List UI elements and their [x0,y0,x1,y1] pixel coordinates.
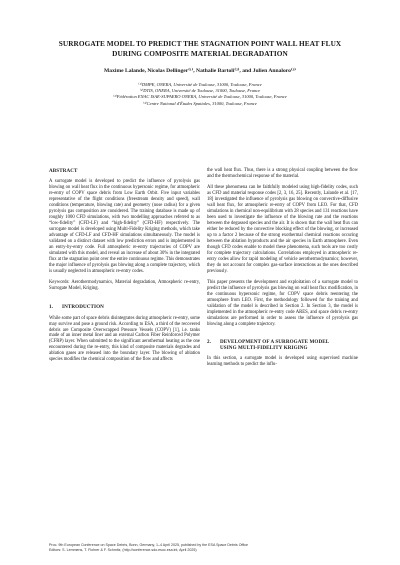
intro-text: While some part of space debris disintegrates during atmospheric re-entry, some may survive and pose a ground risk. According to ESA, a third of the recovered debris are Composite Overwrapped Pressure Vessels (COPV) [1], i.e. tanks made of an inner metal liner and an external Carbon Fiber Reinforced Polymer (CFRP) layer. When submitted to the significant aerothermal heating as the one encountered during the re-entry, this kind of composite materials degrades and ablation gases are released into the boundary layer. The blowing of ablation species modifies the chemical composition of the flow and affects [49,315,200,363]
left-column [49,168,200,363]
section-title-continued: USING MULTI-FIDELITY KRIGING [220,345,308,352]
section-2-heading [207,339,358,352]
section-title: INTRODUCTION [62,304,104,311]
abstract-text: A surrogate model is developed to predict the influence of pyrolysis gas blowing on wall heat flux in the continuous hypersonic regime, for atmospheric re-entry of COPV space debris from Low Earth Orbit. Five input variables representative of the flight conditions (freestream density and speed), wall conditions (temperature, blowing rate) and geometry (nose radius) for a given pyrolysis gas composition are considered. The training database is made up of roughly 1000 CFD simulations, with two modelling approaches referred to as “low-fidelity” (CFD-LF) and “high-fidelity” (CFD-HF) respectively. The surrogate model is developed using Multi-Fidelity Kriging methods, which take advantage of CFD-LF and CFD-HF simulations simultaneously. The model is validated on a distinct dataset with low prediction errors and is implemented in an entry-by-entry code. Full atmospheric re-entry trajectories of COPV are simulated with this model, and reveal an increase of about 30% in the integrated flux at the stagnation point over the entire continuous regime. This demonstrates the major influence of pyrolysis gas blowing along a complete trajectory, which is usually neglected in atmospheric re-entry codes. [49,179,200,275]
right-column [207,168,358,368]
body-paragraph: This paper presents the development and exploitation of a surrogate model to predict the influence of pyrolysis gas blowing on wall heat flux modification, in the continuous hypersonic regime, for COPV space debris reentering the atmosphere from LEO. First, the methodology followed for the training and validation of the model is described in Section 2. In Section 3, the model is implemented in the atmospheric re-entry code ARES, and space debris re-entry simulations are performed in order to assess the influence of pyrolysis gas blowing along a complete trajectory. [207,279,358,327]
title-line-1: SURROGATE MODEL TO PREDICT THE STAGNATION POINT WALL HEAT FLUX [58,39,342,48]
affiliation: ⁽²⁾Fédération ENAC ISAE-SUPAERO ONERA, Université de Toulouse, 31000, Toulouse, France [113,94,287,100]
author-list: Maxime Lalande, Nicolas Dellinger⁽¹⁾, Nathalie Bartoli⁽²⁾, and Julien Annaloro⁽³⁾ [104,68,296,74]
footer-line: Editors: S. Lemmens, T. Flohrer & F. Schmitz, (http://conference.sdo.esoc.esa.int, April 2025) [49,548,197,552]
title-line-2: DURING COMPOSITE MATERIAL DEGRADATION [112,48,288,58]
section-title: DEVELOPMENT OF A SURROGATE MODEL [220,338,330,345]
section-number: 2. [207,338,212,345]
body-paragraph: the wall heat flux. Thus, there is a strong physical coupling between the flow and the thermochemical response of the material. [207,168,358,179]
section-2-text: In this section, a surrogate model is developed using supervised machine learning methods to predict the influ- [207,356,358,368]
body-paragraph: All these phenomena can be faithfully modeled using high-fidelity codes, such as CFD and material response codes [2, 3, 16, 25]. Recently, Lalande et al. [17, 18] investigated the influence of pyrolysis gas blowing on convective-diffusive wall heat flux, for atmospheric re-entry of COPV from LEO. For that, CFD simulations in chemical non-equilibrium with 28 species and 131 reactions have been used to investigate the influence of the blowing rate and the reactions between the degassed species and the air. It is shown that the wall heat flux can either be reduced by the convective blocking effect of the blowing, or increased up to a factor 2 because of the strong exothermal chemical reactions occuring between the ablation byproducts and the air species in Earth atmosphere. Even though CFD codes enable to model these phenomena, such tools are too costly for complete trajectory calculations. Correlations employed in atmospheric re-entry codes allow for rapid modeling of vehicle aerothermodynamics; however, they do not account for complex gas-surface interactions as the ones described previously. [207,184,358,274]
abstract-heading: ABSTRACT [49,168,78,174]
affiliation: ⁽²⁾DTIS, ONERA, Université de Toulouse, 31000, Toulouse, France [139,88,261,94]
affiliations [30,82,370,107]
section-number: 1. [49,304,54,311]
intro-heading [49,304,200,310]
proceedings-footer [49,543,369,553]
affiliation: ⁽³⁾Centre National d'Études Spatiales, 31000, Toulouse, France [143,100,257,106]
footer-line: Proc. 9th European Conference on Space Debris, Bonn, Germany, 1–4 April 2025, published by the ESA Space Debris Office [49,543,249,547]
keywords: Keywords: Aerothermodynamics, Material degradation, Atmospheric re-entry, Surrogate Model, Kriging. [49,280,200,292]
paper-title [40,39,360,58]
affiliation: ⁽¹⁾DMPE, ONERA, Université de Toulouse, 31000, Toulouse, France [138,82,262,87]
